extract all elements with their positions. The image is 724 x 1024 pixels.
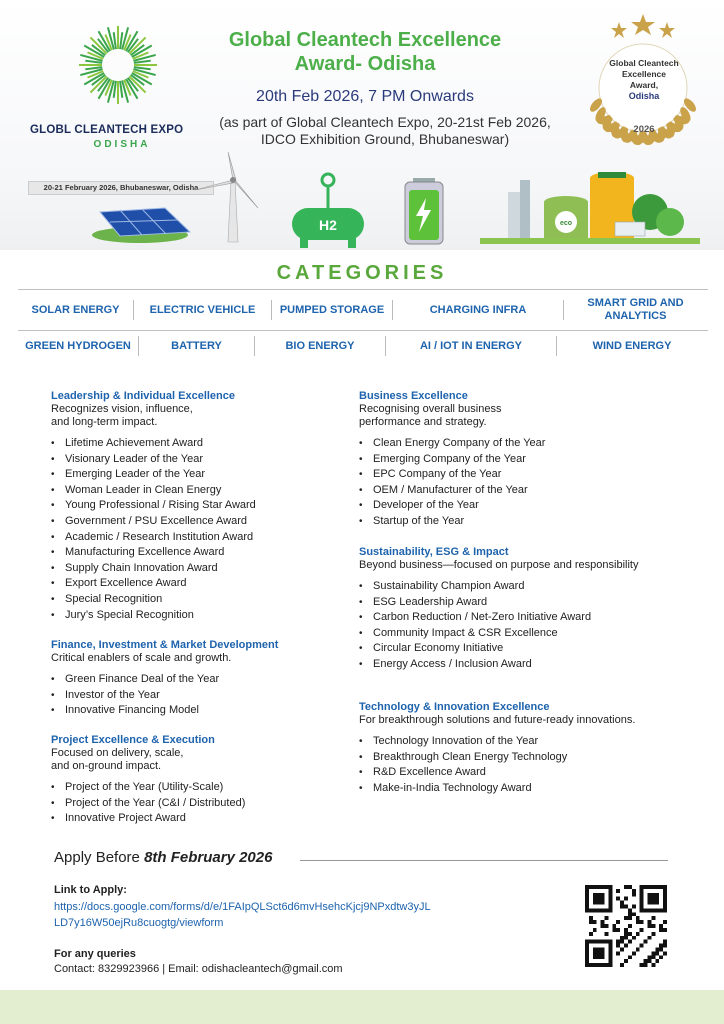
award-list xyxy=(51,780,341,827)
list-item: • Manufacturing Excellence Award xyxy=(51,545,341,561)
list-item: • Visionary Leader of the Year xyxy=(51,452,341,468)
logo-date: 20-21 February 2026, Bhubaneswar, Odisha xyxy=(28,181,214,195)
award-badge xyxy=(572,8,714,158)
section-heading: Technology & Innovation Excellence xyxy=(359,701,550,713)
title-line-1: Global Cleantech Excellence xyxy=(228,29,502,51)
list-item: • EPC Company of the Year xyxy=(359,467,689,483)
category-ai-iot: AI / IOT IN ENERGY xyxy=(419,339,523,352)
apply-link[interactable]: https://docs.google.com/forms/d/e/1FAIpQLSct6d6mvHsehcKjcj9NPxdtw3yJLLD7y16W50ejRu8cuogtg/viewform xyxy=(54,901,431,929)
section-sustainability xyxy=(359,546,689,673)
venue-line-2: IDCO Exhibition Ground, Bhubaneswar) xyxy=(260,131,510,147)
section-description: Focused on delivery, scale, xyxy=(51,747,184,759)
list-item: • Energy Access / Inclusion Award xyxy=(359,657,599,673)
category-battery: BATTERY xyxy=(171,339,222,352)
category-solar-energy: SOLAR ENERGY xyxy=(31,303,120,316)
section-heading: Project Excellence & Execution xyxy=(51,734,215,746)
page-title xyxy=(200,28,530,76)
divider xyxy=(300,860,668,861)
categories-row-1 xyxy=(18,289,708,331)
section-business xyxy=(359,390,689,530)
list-item: • Emerging Leader of the Year xyxy=(51,467,341,483)
list-item: • Academic / Research Institution Award xyxy=(51,530,341,546)
list-item: • Supply Chain Innovation Award xyxy=(51,561,341,577)
list-item: • Innovative Financing Model xyxy=(51,703,341,719)
list-item: • R&D Excellence Award xyxy=(359,765,689,781)
sunburst-logo-icon xyxy=(77,24,159,106)
list-item: • Emerging Company of the Year xyxy=(359,452,689,468)
list-item: • OEM / Manufacturer of the Year xyxy=(359,483,689,499)
category-smart-grid: SMART GRID AND ANALYTICS xyxy=(587,297,684,322)
category-pumped-storage: PUMPED STORAGE xyxy=(279,303,385,316)
queries-label: For any queries xyxy=(54,948,136,960)
cleantech-illustration xyxy=(0,150,724,250)
badge-line-4: Odisha xyxy=(628,91,660,101)
list-item: • Export Excellence Award xyxy=(51,576,341,592)
section-finance xyxy=(51,639,341,719)
section-heading: Business Excellence xyxy=(359,390,468,402)
category-bio-energy: BIO ENERGY xyxy=(285,339,355,352)
badge-line-1: Global Cleantech xyxy=(609,58,679,68)
badge-year: 2026 xyxy=(633,124,655,135)
title-line-2: Award- Odisha xyxy=(294,53,436,75)
list-item: • Technology Innovation of the Year xyxy=(359,734,689,750)
header-banner xyxy=(0,0,724,250)
wind-turbine-icon xyxy=(195,152,258,242)
list-item: • Young Professional / Rising Star Award xyxy=(51,498,341,514)
award-list xyxy=(51,436,341,623)
event-date: 20th Feb 2026, 7 PM Onwards xyxy=(256,88,474,105)
section-description: performance and strategy. xyxy=(359,416,487,428)
section-heading: Leadership & Individual Excellence xyxy=(51,390,236,402)
section-description: Critical enablers of scale and growth. xyxy=(51,652,232,664)
list-item: • Make-in-India Technology Award xyxy=(359,781,689,797)
category-charging-infra: CHARGING INFRA xyxy=(429,303,527,316)
link-label: Link to Apply: xyxy=(54,884,127,896)
award-list xyxy=(359,579,599,673)
list-item: • Project of the Year (C&I / Distributed) xyxy=(51,796,341,812)
section-description: and long-term impact. xyxy=(51,416,158,428)
award-list xyxy=(359,436,689,530)
apply-deadline xyxy=(54,849,272,866)
list-item: • Project of the Year (Utility-Scale) xyxy=(51,780,341,796)
list-item: • Breakthrough Clean Energy Technology xyxy=(359,750,689,766)
badge-text xyxy=(602,58,686,102)
apply-date: 8th February 2026 xyxy=(144,849,273,866)
section-leadership xyxy=(51,390,341,623)
list-item: • Carbon Reduction / Net-Zero Initiative Award xyxy=(359,610,599,626)
list-item: • Lifetime Achievement Award xyxy=(51,436,341,452)
list-item: • Startup of the Year xyxy=(359,514,689,530)
apply-prefix: Apply Before xyxy=(54,849,145,866)
list-item: • ESG Leadership Award xyxy=(359,595,599,611)
list-item: • Circular Economy Initiative xyxy=(359,641,599,657)
section-description: For breakthrough solutions and future-ready innovations. xyxy=(359,714,636,726)
list-item: • Jury’s Special Recognition xyxy=(51,608,341,624)
section-description: Recognizes vision, influence, xyxy=(51,403,193,415)
category-green-hydrogen: GREEN HYDROGEN xyxy=(25,339,131,352)
bio-energy-plant-icon xyxy=(480,172,700,244)
list-item: • Community Impact & CSR Excellence xyxy=(359,626,599,642)
award-list xyxy=(51,672,341,719)
section-heading: Sustainability, ESG & Impact xyxy=(359,546,509,558)
section-description: Recognising overall business xyxy=(359,403,502,415)
list-item: • Woman Leader in Clean Energy xyxy=(51,483,341,499)
section-project xyxy=(51,734,341,827)
list-item: • Innovative Project Award xyxy=(51,811,341,827)
logo-name: GLOBL CLEANTECH EXPO xyxy=(30,124,184,136)
contact-info: Contact: 8329923966 | Email: odishacleantech@gmail.com xyxy=(54,963,343,975)
list-item: • Green Finance Deal of the Year xyxy=(51,672,341,688)
list-item: • Clean Energy Company of the Year xyxy=(359,436,689,452)
badge-line-3: Award, xyxy=(629,80,659,90)
list-item: • Sustainability Champion Award xyxy=(359,579,599,595)
badge-line-2: Excellence xyxy=(622,69,666,79)
qr-code-icon[interactable] xyxy=(585,885,667,967)
category-wind-energy: WIND ENERGY xyxy=(592,339,672,352)
battery-icon xyxy=(405,178,443,244)
event-venue xyxy=(200,114,570,148)
hydrogen-tank-icon xyxy=(292,174,364,248)
solar-panel-icon xyxy=(92,208,190,243)
section-technology xyxy=(359,701,689,796)
categories-row-2 xyxy=(18,332,708,360)
eco-label: eco xyxy=(559,220,573,227)
list-item: • Developer of the Year xyxy=(359,498,689,514)
categories-title: CATEGORIES xyxy=(276,262,448,284)
section-heading: Finance, Investment & Market Development xyxy=(51,639,279,651)
list-item: • Investor of the Year xyxy=(51,688,341,704)
award-list xyxy=(359,734,689,796)
footer-band xyxy=(0,990,724,1024)
list-item: • Special Recognition xyxy=(51,592,341,608)
list-item: • Government / PSU Excellence Award xyxy=(51,514,341,530)
venue-line-1: (as part of Global Cleantech Expo, 20-21st Feb 2026, xyxy=(219,114,551,130)
category-electric-vehicle: ELECTRIC VEHICLE xyxy=(149,303,256,316)
logo-sub: ODISHA xyxy=(93,139,151,150)
section-description: Beyond business—focused on purpose and responsibility xyxy=(359,559,639,571)
h2-label: H2 xyxy=(319,217,337,233)
section-description: and on-ground impact. xyxy=(51,760,162,772)
